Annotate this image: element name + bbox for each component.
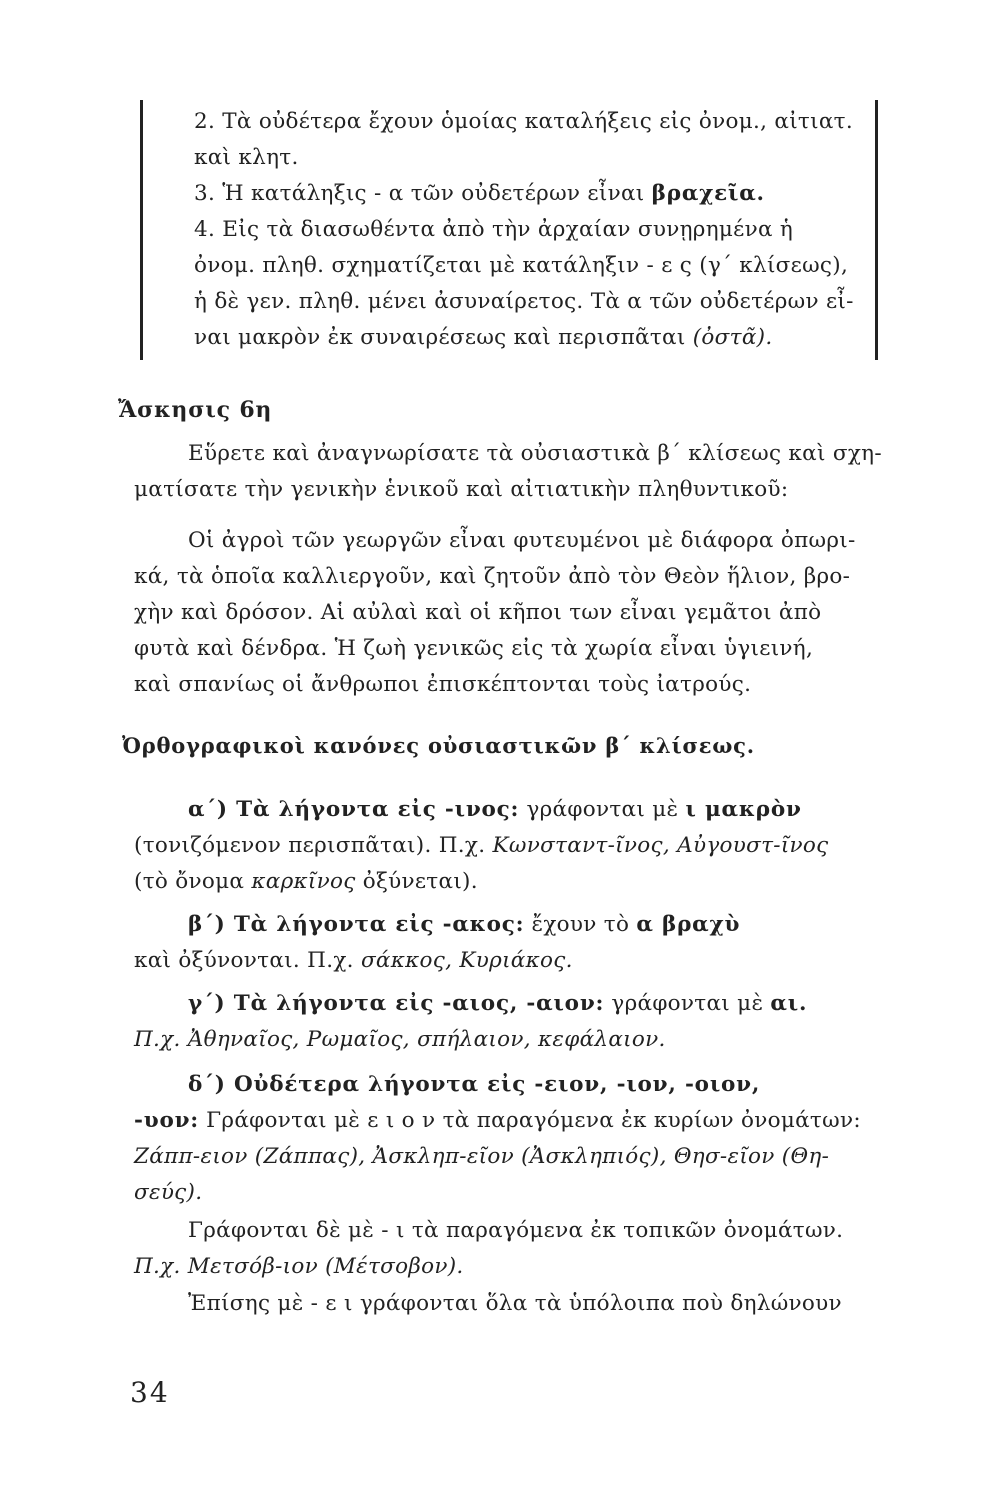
exercise-text-2: κά, τὰ ὁποῖα καλλιεργοῦν, καὶ ζητοῦν ἀπὸ τὸν Θεὸν ἥλιον, βρο- [134, 564, 851, 589]
exercise-intro-1: Εὕρετε καὶ ἀναγνωρίσατε τὰ οὐσιαστικὰ β΄ κλίσεως καὶ σχη- [188, 441, 882, 466]
box-line-2: καὶ κλητ. [194, 145, 299, 170]
rule-a-title: α΄) Τὰ λήγοντα εἰς -ινος: [188, 797, 520, 822]
rule-c-line-1 [188, 990, 807, 1018]
rule-d-line-3: Ζάππ-ειον (Ζάππας), Ἀσκληπ-εῖον (Ἀσκληπιός), Θησ-εῖον (Θη- [134, 1144, 830, 1169]
rule-a-bold: ι μακρὸν [685, 797, 802, 822]
rule-a-note-word: καρκῖνος [251, 869, 356, 894]
box-line-3-bold: βραχεῖα. [651, 181, 765, 206]
box-line-3 [194, 180, 765, 208]
rule-e-line-1: Γράφονται δὲ μὲ - ι τὰ παραγόμενα ἐκ τοπικῶν ὀνομάτων. [188, 1218, 844, 1243]
rule-b-text: ἔχουν τὸ [524, 912, 637, 937]
box-line-7-italic: (ὀστᾶ). [692, 325, 773, 350]
rule-d-line-1: δ΄) Οὐδέτερα λήγοντα εἰς -ειον, -ιον, -οιον, [188, 1072, 761, 1097]
exercise-text-1: Οἱ ἀγροὶ τῶν γεωργῶν εἶναι φυτευμένοι μὲ διάφορα ὀπωρι- [188, 528, 856, 553]
page-number: 34 [130, 1376, 170, 1409]
box-line-6: ἡ δὲ γεν. πληθ. μένει ἀσυναίρετος. Τὰ α τῶν οὐδετέρων εἶ- [194, 289, 854, 314]
rule-c-line-2 [134, 1026, 666, 1054]
rule-b-examples: σάκκος, Κυριάκος. [360, 948, 573, 973]
rule-a-line-3 [134, 868, 478, 896]
exercise-text-4: φυτὰ καὶ δένδρα. Ἡ ζωὴ γενικῶς εἰς τὰ χωρία εἶναι ὑγιεινή, [134, 636, 814, 661]
rule-d-text: Γράφονται μὲ ε ι ο ν τὰ παραγόμενα ἐκ κυρίων ὀνομάτων: [199, 1108, 861, 1133]
exercise-text-3: χὴν καὶ δρόσον. Αἱ αὐλαὶ καὶ οἱ κῆποι των εἶναι γεμᾶτοι ἀπὸ [134, 600, 822, 625]
rule-e-line-2: Π.χ. Μετσόβ-ιον (Μέτσοβον). [134, 1254, 464, 1279]
rule-d-line-2 [134, 1107, 861, 1135]
exercise-text-5: καὶ σπανίως οἱ ἄνθρωποι ἐπισκέπτονται τοὺς ἰατρούς. [134, 672, 752, 697]
rule-b-title: β΄) Τὰ λήγοντα εἰς -ακος: [188, 912, 525, 937]
rule-d-line-4: σεύς). [134, 1180, 203, 1205]
box-line-7 [194, 324, 772, 352]
rules-heading: Ὀρθογραφικοὶ κανόνες οὐσιαστικῶν β΄ κλίσεως. [122, 733, 755, 758]
rule-c-example-label: Π.χ. [134, 1027, 188, 1052]
rule-b-line-1 [188, 911, 740, 939]
rule-b-line-2 [134, 947, 573, 975]
rule-b-example-label: καὶ ὀξύνονται. Π.χ. [134, 948, 361, 973]
exercise-intro-2: ματίσατε τὴν γενικὴν ἑνικοῦ καὶ αἰτιατικὴν πληθυντικοῦ: [134, 477, 789, 502]
rule-d-suffix: -υον: [134, 1108, 200, 1133]
rule-c-text: γράφονται μὲ [604, 991, 771, 1016]
rule-a-note-end: ὀξύνεται). [355, 869, 478, 894]
box-line-4: 4. Εἰς τὰ διασωθέντα ἀπὸ τὴν ἀρχαίαν συνῃρημένα ἡ [194, 217, 794, 242]
rule-a-line-2 [134, 832, 829, 860]
rule-a-example-label: (τονιζόμενον περισπᾶται). Π.χ. [134, 833, 493, 858]
rule-f-line-1: Ἐπίσης μὲ - ε ι γράφονται ὅλα τὰ ὑπόλοιπα ποὺ δηλώνουν [188, 1291, 842, 1316]
box-line-7-text: ναι μακρὸν ἐκ συναιρέσεως καὶ περισπᾶται [194, 325, 693, 350]
rule-c-title: γ΄) Τὰ λήγοντα εἰς -αιος, -αιον: [188, 991, 605, 1016]
rule-a-examples: Κωνσταντ-ῖνος, Αὐγουστ-ῖνος [492, 833, 829, 858]
rule-c-bold: αι. [770, 991, 808, 1016]
box-line-3-text: 3. Ἡ κατάληξις - α τῶν οὐδετέρων εἶναι [194, 181, 652, 206]
rule-c-examples: Ἀθηναῖος, Ρωμαῖος, σπήλαιον, κεφάλαιον. [187, 1027, 666, 1052]
rule-a-note-start: (τὸ ὄνομα [134, 869, 252, 894]
box-line-5: ὀνομ. πληθ. σχηματίζεται μὲ κατάληξιν - ε ς (γ΄ κλίσεως), [194, 253, 849, 278]
rule-a-text: γράφονται μὲ [519, 797, 686, 822]
rule-a-line-1 [188, 796, 802, 824]
box-line-1: 2. Τὰ οὐδέτερα ἔχουν ὁμοίας καταλήξεις εἰς ὀνομ., αἰτιατ. [194, 109, 853, 134]
exercise-heading: Ἄσκησις 6η [118, 397, 273, 423]
rule-b-bold: α βραχὺ [636, 912, 741, 937]
